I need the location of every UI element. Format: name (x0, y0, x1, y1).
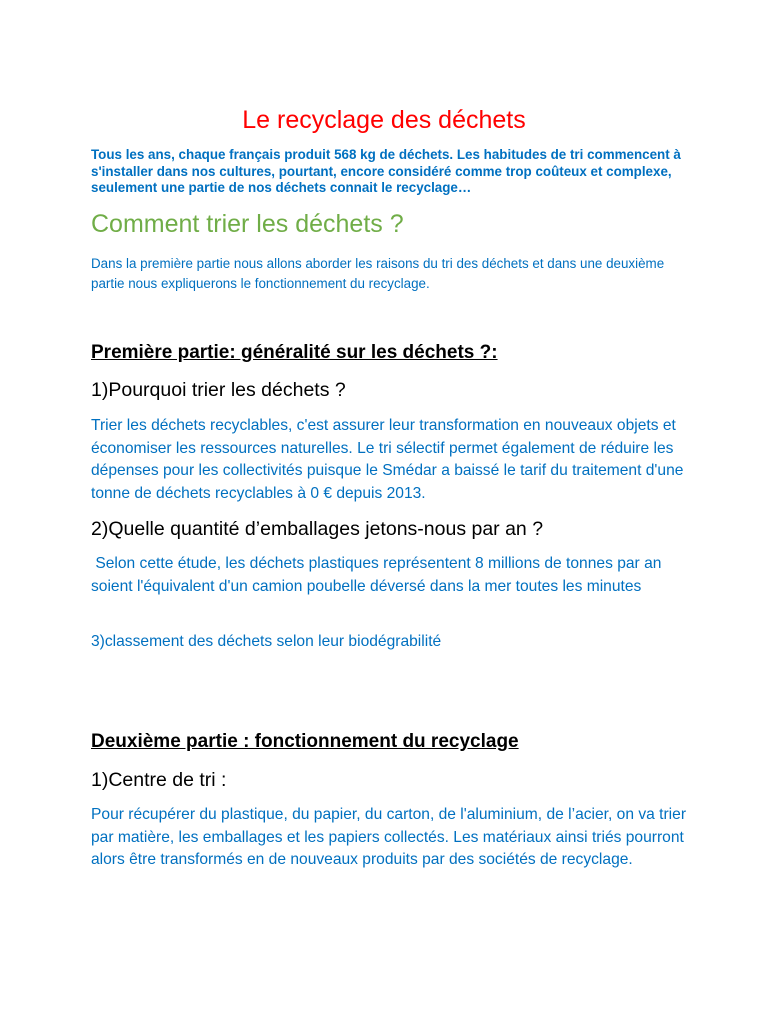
part2-q1-text: Pour récupérer du plastique, du papier, du carton, de l'aluminium, de l’acier, on va trier par matière, les emballages et les papiers collectés. Les matériaux ainsi triés pourront alors être transformés en de nouveaux produits par des sociétés de recyclage. (91, 806, 687, 868)
intro-paragraph: Tous les ans, chaque français produit 568 kg de déchets. Les habitudes de tri commencent à s'installer dans nos cultures, pourtant, encore considéré comme trop coûteux et complexe, seulement une partie de nos déchets connait le recyclage… (91, 147, 681, 195)
lead-paragraph: Dans la première partie nous allons aborder les raisons du tri des déchets et dans une deuxième partie nous expliquerons le fonctionnement du recyclage. (91, 256, 665, 291)
part1-q1-heading: 1)Pourquoi trier les déchets ? (91, 379, 346, 401)
part1-q1-text: Trier les déchets recyclables, c'est assurer leur transformation en nouveaux objets et économiser les ressources naturelles. Le tri sélectif permet également de réduire les dépenses pour les collectivités puisque le Smédar a baissé le tarif du traitement d'une tonne de déchets recyclables à 0 € depuis 2013. (91, 417, 684, 502)
part2-heading: Deuxième partie : fonctionnement du recyclage (91, 731, 519, 752)
document-title: Le recyclage des déchets (242, 106, 526, 134)
part2-q1-heading: 1)Centre de tri : (91, 769, 227, 791)
part1-q3-text: 3)classement des déchets selon leur biodégrabilité (91, 633, 442, 650)
part1-heading: Première partie: généralité sur les déchets ?: (91, 342, 498, 363)
part1-q2-text: Selon cette étude, les déchets plastiques représentent 8 millions de tonnes par an soient l'équivalent d'un camion poubelle déversé dans la mer toutes les minutes (91, 555, 666, 595)
part1-q2-heading: 2)Quelle quantité d’emballages jetons-nous par an ? (91, 518, 544, 540)
document-subtitle: Comment trier les déchets ? (91, 210, 404, 238)
